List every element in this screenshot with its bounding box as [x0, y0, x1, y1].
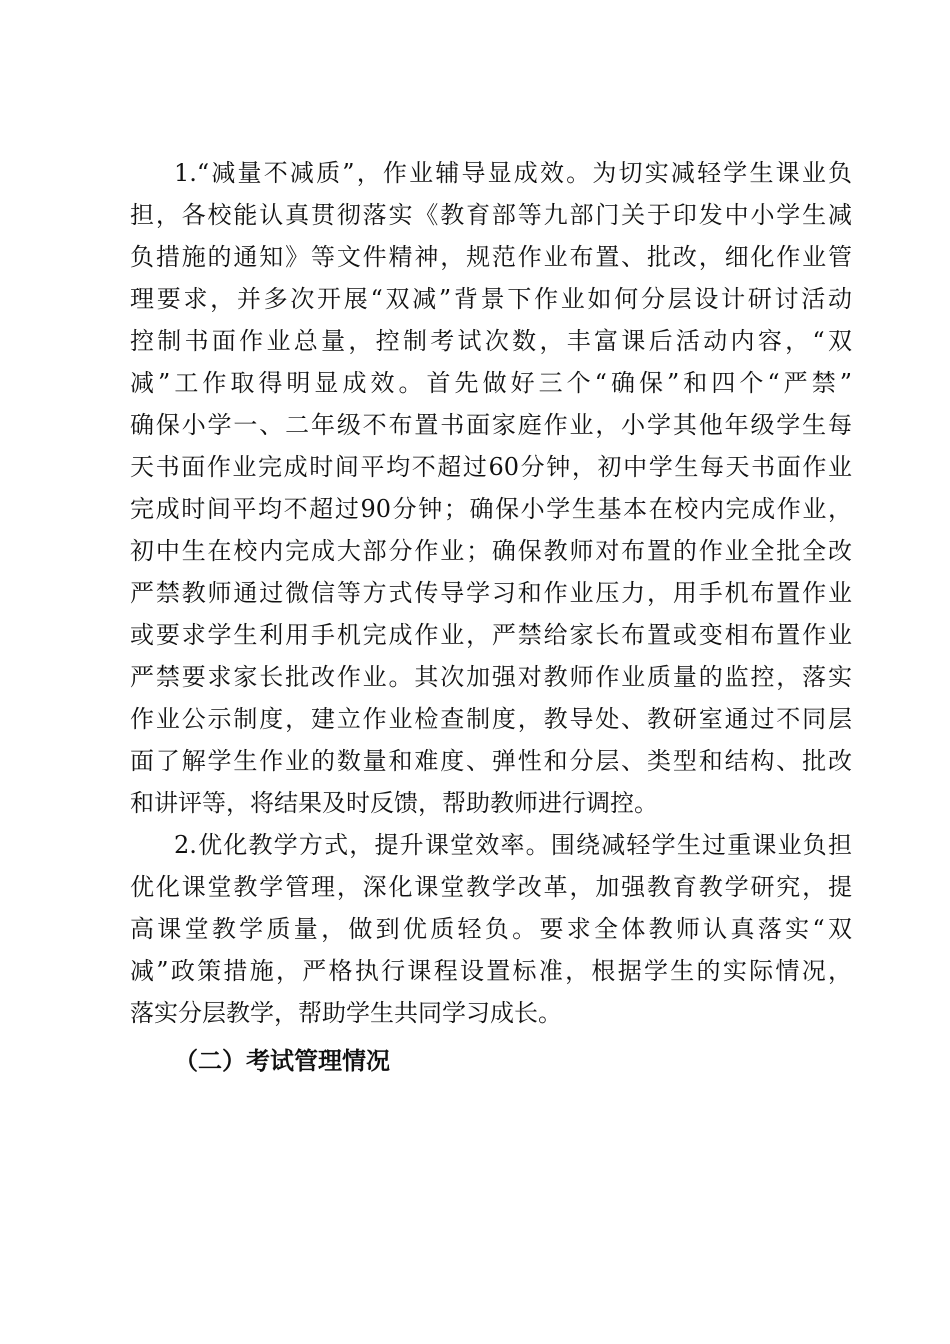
text-line: 完成时间平均不超过90分钟；确保小学生基本在校内完成作业， [130, 495, 852, 523]
text-line: 和讲评等，将结果及时反馈，帮助教师进行调控。 [130, 789, 658, 817]
text-line: 严禁要求家长批改作业。其次加强对教师作业质量的监控，落实 [130, 663, 852, 691]
text-line: 1.“减量不减质”，作业辅导显成效。为切实减轻学生课业负 [174, 159, 852, 187]
text-line: 面了解学生作业的数量和难度、弹性和分层、类型和结构、批改 [130, 747, 852, 775]
paragraph-homework-reduction [130, 152, 852, 824]
text-line: 减”工作取得明显成效。首先做好三个“确保”和四个“严禁” [130, 369, 852, 397]
text-line: 高课堂教学质量，做到优质轻负。要求全体教师认真落实“双 [130, 915, 852, 943]
document-body [130, 152, 852, 1082]
text-line: 2.优化教学方式，提升课堂效率。围绕减轻学生过重课业负担 [174, 831, 852, 859]
text-line: 确保小学一、二年级不布置书面家庭作业，小学其他年级学生每 [130, 411, 852, 439]
text-line: 控制书面作业总量，控制考试次数，丰富课后活动内容，“双 [130, 327, 852, 355]
text-line: 作业公示制度，建立作业检查制度，教导处、教研室通过不同层 [130, 705, 852, 733]
text-line: 优化课堂教学管理，深化课堂教学改革，加强教育教学研究，提 [130, 873, 852, 901]
text-line: 天书面作业完成时间平均不超过60分钟，初中学生每天书面作业 [130, 453, 852, 481]
text-line: 初中生在校内完成大部分作业；确保教师对布置的作业全批全改 [130, 537, 852, 565]
text-line: 减”政策措施，严格执行课程设置标准，根据学生的实际情况， [130, 957, 852, 985]
text-line: 严禁教师通过微信等方式传导学习和作业压力，用手机布置作业 [130, 579, 852, 607]
text-line: 负措施的通知》等文件精神，规范作业布置、批改，细化作业管 [130, 243, 852, 271]
text-line: 落实分层教学，帮助学生共同学习成长。 [130, 999, 562, 1027]
text-line: 或要求学生利用手机完成作业，严禁给家长布置或变相布置作业 [130, 621, 852, 649]
section-heading: （二）考试管理情况 [174, 1047, 390, 1075]
paragraph-teaching-methods [130, 824, 852, 1034]
text-line: 理要求，并多次开展“双减”背景下作业如何分层设计研讨活动 [130, 285, 852, 313]
text-line: 担，各校能认真贯彻落实《教育部等九部门关于印发中小学生减 [130, 201, 852, 229]
